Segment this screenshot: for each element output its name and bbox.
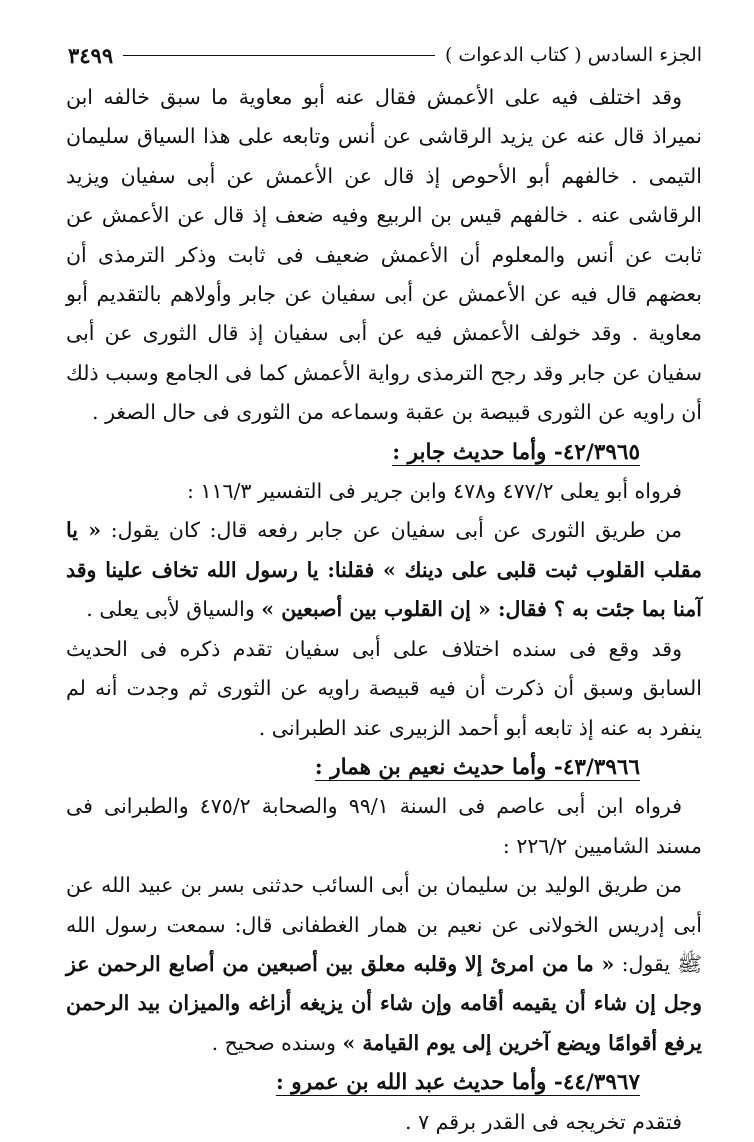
page-number: ٣٤٩٩ bbox=[68, 42, 114, 68]
page-body bbox=[66, 78, 702, 1142]
section-heading-3965 bbox=[66, 433, 702, 472]
heading-text: ٤٣/٣٩٦٦- وأما حديث نعيم بن همار : bbox=[314, 754, 640, 780]
running-header bbox=[68, 38, 702, 72]
heading-text: ٤٤/٣٩٦٧- وأما حديث عبد الله بن عمرو : bbox=[275, 1070, 640, 1096]
paragraph-4: وقد وقع فى سنده اختلاف على أبى سفيان تقدم ذكره فى الحديث السابق وسبق أن ذكرت أن فيه قبيصة راويه عن الثورى ثم وجدت أنه لم ينفرد به عنه إذ تابعه أبو أحمد الزبيرى عند الطبرانى . bbox=[66, 636, 702, 740]
paragraph-3 bbox=[66, 511, 702, 629]
section-heading-3967 bbox=[66, 1063, 702, 1102]
paragraph-2: فرواه أبو يعلى ٤٧٧/٢ و٤٧٨ وابن جرير فى التفسير ١١٦/٣ : bbox=[187, 479, 682, 504]
paragraph-6 bbox=[66, 866, 702, 1063]
section-heading-3966 bbox=[66, 748, 702, 787]
grading-note: وسنده صحيح . bbox=[211, 1030, 343, 1055]
hadith-quote: « ما من امرئ إلا وقلبه معلق بين أصبعين من أصابع الرحمن عز وجل إن شاء أن يقيمه أقامه وإن شاء أن يزيغه أزاغه والميزان بيد الرحمن يرفع أقوامًا ويضع آخرين إلى يوم القيامة » bbox=[66, 951, 702, 1055]
heading-text: ٤٢/٣٩٦٥- وأما حديث جابر : bbox=[392, 439, 640, 465]
isnad-text: من طريق الوليد بن سليمان بن أبى السائب حدثنى بسر بن عبيد الله عن أبى إدريس الخولانى عن نعيم بن همار الغطفانى قال: سمعت رسول الله ﷺ يقول: bbox=[66, 873, 703, 976]
source-note: والسياق لأبى يعلى . bbox=[86, 597, 262, 622]
paragraph-5: فرواه ابن أبى عاصم فى السنة ٩٩/١ والصحابة ٤٧٥/٢ والطبرانى فى مسند الشاميين ٢٢٦/٢ : bbox=[66, 794, 702, 858]
isnad-text: من طريق الثورى عن أبى سفيان عن جابر رفعه قال: كان يقول: bbox=[101, 518, 682, 543]
hadith-quote: « يا مقلب القلوب ثبت قلبى على دينك » فقلنا: يا رسول الله تخاف علينا وقد آمنا بما جئت به ؟ فقال: « إن القلوب بين أصبعين » bbox=[66, 518, 702, 622]
paragraph-1: وقد اختلف فيه على الأعمش فقال عنه أبو معاوية ما سبق خالفه ابن نميراذ قال عنه عن يزيد الرقاشى عن أنس وتابعه على هذا السياق سليمان التيمى . خالفهم أبو الأحوص إذ قال عن الأعمش عن أبى سفيان ويزيد الرقاشى عنه . خالفهم قيس بن الربيع وفيه ضعف إذ قال عن الأعمش عن ثابت عن أنس والمعلوم أن الأعمش ضعيف فى ثابت وذكر الترمذى أن بعضهم قال فيه عن الأعمش عن أبى سفيان عن جابر وأولاهم بالتقديم أبو معاوية . وقد خولف الأعمش فيه عن أبى سفيان إذ قال الثورى عن أبى سفيان عن جابر وقد رجح الترمذى رواية الأعمش كما فى الجامع وسبب ذلك أن راويه عن الثورى قبيصة بن عقبة وسماعه من الثورى فى حال الصغر . bbox=[66, 85, 702, 425]
header-rule bbox=[123, 55, 435, 56]
paragraph-7: فتقدم تخريجه فى القدر برقم ٧ . bbox=[405, 1109, 682, 1134]
running-title: الجزء السادس ( كتاب الدعوات ) bbox=[444, 44, 702, 66]
